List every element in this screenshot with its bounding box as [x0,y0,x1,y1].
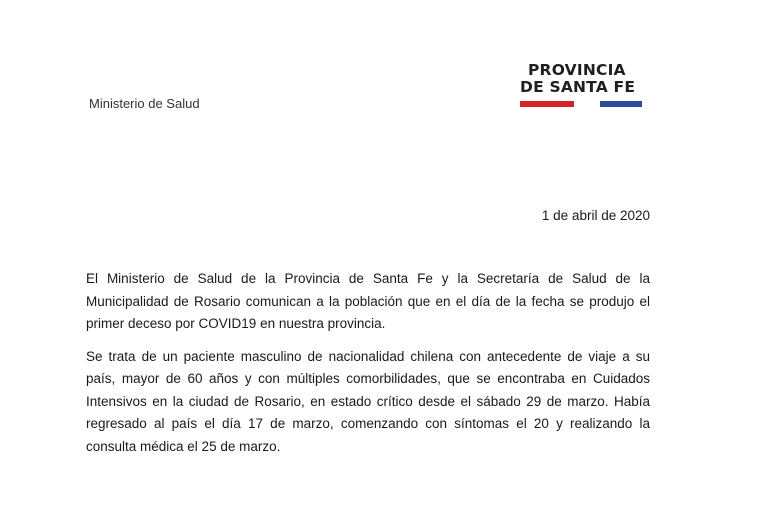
document-date: 1 de abril de 2020 [541,208,650,223]
provincia-santa-fe-logo [520,62,645,109]
document-body [86,268,650,468]
logo-line-2: DE SANTA FE [520,78,636,96]
ministry-name: Ministerio de Salud [89,96,200,111]
logo-red-bar [520,101,574,107]
logo-line-1: PROVINCIA [528,61,626,79]
paragraph-2: Se trata de un paciente masculino de nacionalidad chilena con antecedente de viaje a su país, mayor de 60 años y con múltiples comorbilidades, que se encontraba en Cuidados Intensivos en la ciudad de Rosario, en estado crítico desde el sábado 29 de marzo. Había regresado al país el día 17 de marzo, comenzando con síntomas el 20 y realizando la consulta médica el 25 de marzo. [86,348,650,454]
logo-blue-bar [600,101,642,107]
logo-color-bars [520,101,645,109]
paragraph-1: El Ministerio de Salud de la Provincia de Santa Fe y la Secretaría de Salud de la Municipalidad de Rosario comunican a la población que en el día de la fecha se produjo el primer deceso por COVID19 en nuestra provincia. [86,271,650,331]
